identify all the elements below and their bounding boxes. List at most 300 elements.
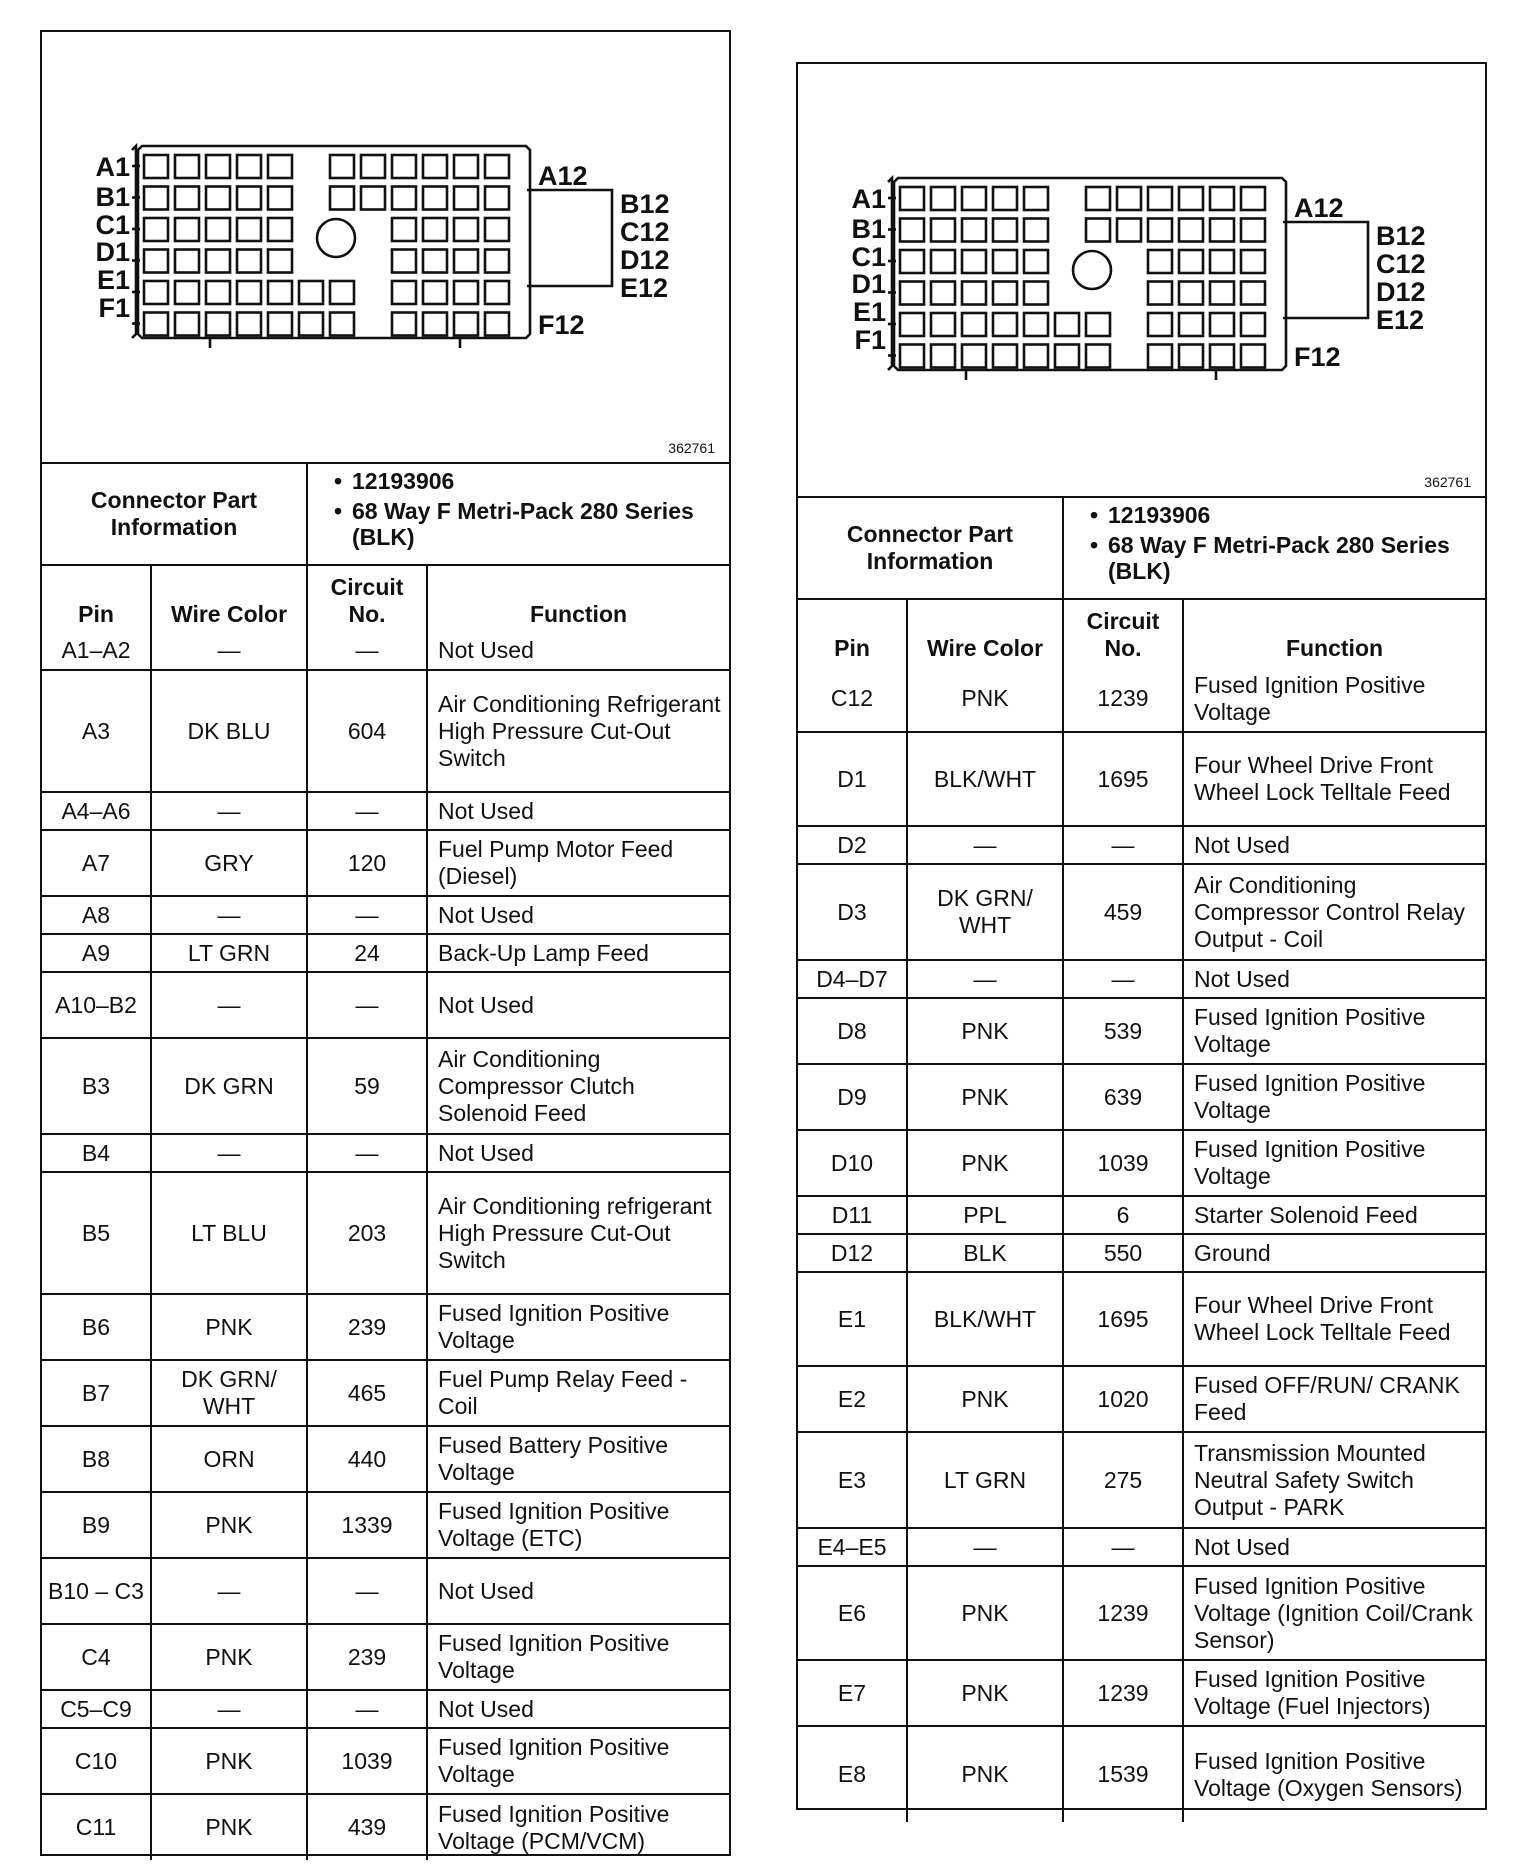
pin-cavity (144, 313, 168, 336)
pin-cavity (144, 187, 168, 210)
pin-cavity (1055, 345, 1079, 368)
pin-cavity (485, 313, 509, 336)
pin-cavity (1241, 219, 1265, 242)
pin-cavity (237, 313, 261, 336)
wire-color-cell: DK GRN (151, 1038, 307, 1134)
table-row (42, 1294, 729, 1360)
pin-cell: E3 (798, 1432, 907, 1528)
circuit-cell: 239 (307, 1624, 427, 1690)
pin-cell: C4 (42, 1624, 151, 1690)
wire-color-cell: LT GRN (907, 1432, 1063, 1528)
circuit-cell: 239 (307, 1294, 427, 1360)
pin-cavity (392, 313, 416, 336)
pin-cavity (144, 155, 168, 178)
table-row (798, 1234, 1485, 1272)
circuit-cell: — (1063, 826, 1183, 864)
function-cell: Fused Ignition Positive Voltage (427, 1294, 729, 1360)
pin-cavity (962, 219, 986, 242)
pin-cell: D4–D7 (798, 960, 907, 998)
pin-cavity (1024, 345, 1048, 368)
pin-cell: C10 (42, 1728, 151, 1794)
wire-color-cell: — (151, 632, 307, 670)
row-label-left: B1 (851, 214, 886, 244)
circuit-cell: 1039 (307, 1728, 427, 1794)
row-label-right: A12 (1294, 193, 1344, 223)
pin-cavity (962, 282, 986, 305)
pin-cavity (900, 313, 924, 336)
circuit-cell: — (1063, 960, 1183, 998)
pin-cavity (1210, 187, 1234, 210)
pin-cavity (1241, 187, 1265, 210)
pin-cell: A9 (42, 934, 151, 972)
pin-cavity (423, 281, 447, 304)
row-label-left: D1 (851, 269, 886, 299)
circuit-cell: 120 (307, 830, 427, 896)
wire-color-cell: — (907, 1528, 1063, 1566)
function-cell: Not Used (427, 632, 729, 670)
info-label: Connector Part Information (42, 464, 308, 564)
pin-cavity (1024, 219, 1048, 242)
circuit-cell: 59 (307, 1038, 427, 1134)
row-label-right: C12 (1376, 249, 1426, 279)
pin-cavity (962, 313, 986, 336)
wire-color-cell: PNK (151, 1624, 307, 1690)
circuit-cell: 1020 (1063, 1366, 1183, 1432)
function-cell: Fused Ignition Positive Voltage (1183, 1130, 1485, 1196)
pin-cavity (1241, 345, 1265, 368)
circuit-cell: 439 (307, 1794, 427, 1860)
table-row (42, 670, 729, 792)
circuit-cell: — (307, 792, 427, 830)
pin-cavity (1210, 250, 1234, 273)
pin-table (42, 566, 729, 1860)
connector-part-info (798, 498, 1485, 600)
pin-cavity (900, 219, 924, 242)
circuit-cell: 6 (1063, 1196, 1183, 1234)
pin-cavity (330, 313, 354, 336)
pin-cavity (206, 313, 230, 336)
circuit-cell: — (1063, 1528, 1183, 1566)
pin-cavity (1179, 345, 1203, 368)
header-wire-color: Wire Color (907, 600, 1063, 666)
pin-cavity (237, 281, 261, 304)
circuit-cell: — (307, 1558, 427, 1624)
wire-color-cell: — (151, 896, 307, 934)
row-label-right: E12 (1376, 305, 1425, 335)
table-row (798, 1566, 1485, 1660)
pin-cavity (900, 187, 924, 210)
pin-cell: A8 (42, 896, 151, 934)
header-circuit-no: Circuit No. (307, 566, 427, 632)
pin-cell: A10–B2 (42, 972, 151, 1038)
pin-cell: B8 (42, 1426, 151, 1492)
info-list (1064, 498, 1485, 598)
connector-part-info (42, 464, 729, 566)
pin-cavity (361, 187, 385, 210)
table-row (42, 1492, 729, 1558)
info-item-connector-type: • 68 Way F Metri-Pack 280 Series (BLK) (1089, 532, 1450, 584)
pin-cavity (900, 345, 924, 368)
circuit-cell: 440 (307, 1426, 427, 1492)
pin-cavity (144, 218, 168, 241)
function-cell: Fused Ignition Positive Voltage (1183, 998, 1485, 1064)
function-cell: Air Conditioning refrigerant High Pressure Cut-Out Switch (427, 1172, 729, 1294)
connector-panel-right (796, 62, 1487, 1810)
pin-table (798, 600, 1485, 1822)
table-row (42, 1558, 729, 1624)
function-cell: Not Used (427, 1134, 729, 1172)
pin-cavity (299, 313, 323, 336)
pin-cavity (1210, 282, 1234, 305)
pin-cavity (423, 187, 447, 210)
table-row (42, 1172, 729, 1294)
wire-color-cell: PNK (907, 998, 1063, 1064)
pin-cavity (1024, 282, 1048, 305)
pin-cavity (299, 281, 323, 304)
circuit-cell: 275 (1063, 1432, 1183, 1528)
table-row (42, 1426, 729, 1492)
function-cell: Not Used (1183, 1528, 1485, 1566)
row-label-left: C1 (95, 210, 130, 240)
table-row (798, 1196, 1485, 1234)
row-label-left: D1 (95, 237, 130, 267)
connector-left-edge (132, 146, 136, 338)
pin-cavity (1210, 219, 1234, 242)
pin-cavity (361, 155, 385, 178)
table-row (42, 1360, 729, 1426)
function-cell: Fused Ignition Positive Voltage (427, 1728, 729, 1794)
info-label: Connector Part Information (798, 498, 1064, 598)
pin-cavity (175, 155, 199, 178)
circuit-cell: 539 (1063, 998, 1183, 1064)
pin-cavity (931, 345, 955, 368)
pin-cavity (1117, 219, 1141, 242)
circuit-cell: 24 (307, 934, 427, 972)
pin-cavity (144, 250, 168, 273)
pin-cavity (330, 155, 354, 178)
function-cell: Fused Ignition Positive Voltage (Ignition Coil/Crank Sensor) (1183, 1566, 1485, 1660)
row-bracket (527, 190, 612, 286)
pin-cell: D10 (798, 1130, 907, 1196)
function-cell: Not Used (427, 792, 729, 830)
info-item-connector-type: • 68 Way F Metri-Pack 280 Series (BLK) (333, 498, 694, 550)
function-cell: Air Conditioning Compressor Control Relay Output - Coil (1183, 864, 1485, 960)
table-row (42, 896, 729, 934)
pin-cell: E4–E5 (798, 1528, 907, 1566)
function-cell: Fused Ignition Positive Voltage (1183, 666, 1485, 732)
circuit-cell: 1695 (1063, 1272, 1183, 1366)
pin-cavity (1148, 313, 1172, 336)
pin-cell: D2 (798, 826, 907, 864)
wire-color-cell: PNK (907, 666, 1063, 732)
pin-cavity (454, 250, 478, 273)
pin-cell: A7 (42, 830, 151, 896)
pin-cavity (931, 313, 955, 336)
connector-face-drawing (42, 32, 729, 462)
row-label-left: E1 (852, 297, 886, 327)
pin-cavity (330, 187, 354, 210)
function-cell: Fused OFF/RUN/ CRANK Feed (1183, 1366, 1485, 1432)
pin-cavity (1148, 282, 1172, 305)
pin-cavity (206, 250, 230, 273)
pin-cavity (1179, 250, 1203, 273)
wire-color-cell: PNK (151, 1794, 307, 1860)
pin-cavity (268, 187, 292, 210)
header-wire-color: Wire Color (151, 566, 307, 632)
polarization-key (317, 219, 355, 257)
pin-cavity (206, 218, 230, 241)
row-label-left: F1 (98, 293, 130, 323)
wire-color-cell: BLK/WHT (907, 732, 1063, 826)
row-label-right: D12 (1376, 277, 1426, 307)
header-function: Function (1183, 600, 1485, 666)
table-row (798, 1726, 1485, 1822)
pin-cavity (1024, 250, 1048, 273)
pin-cell: E2 (798, 1366, 907, 1432)
wire-color-cell: DK GRN/ WHT (151, 1360, 307, 1426)
function-cell: Not Used (427, 1558, 729, 1624)
function-cell: Starter Solenoid Feed (1183, 1196, 1485, 1234)
circuit-cell: 465 (307, 1360, 427, 1426)
pin-cell: E7 (798, 1660, 907, 1726)
row-label-left: B1 (95, 182, 130, 212)
pin-cavity (993, 313, 1017, 336)
pin-cavity (1241, 313, 1265, 336)
pin-cavity (237, 250, 261, 273)
pin-cavity (993, 282, 1017, 305)
pin-cell: D9 (798, 1064, 907, 1130)
pin-cavity (1210, 313, 1234, 336)
function-cell: Transmission Mounted Neutral Safety Switch Output - PARK (1183, 1432, 1485, 1528)
wire-color-cell: — (151, 972, 307, 1038)
pin-cavity (268, 250, 292, 273)
pin-cell: A1–A2 (42, 632, 151, 670)
row-label-right: A12 (538, 161, 588, 191)
pin-cavity (454, 187, 478, 210)
row-bracket (1283, 222, 1368, 318)
connector-face-drawing (798, 64, 1485, 496)
table-row (798, 1528, 1485, 1566)
pin-cavity (268, 313, 292, 336)
function-cell: Not Used (427, 1690, 729, 1728)
table-row (798, 864, 1485, 960)
wire-color-cell: PNK (907, 1660, 1063, 1726)
pin-cavity (900, 250, 924, 273)
wire-color-cell: — (907, 960, 1063, 998)
table-row (798, 998, 1485, 1064)
row-label-left: E1 (96, 265, 130, 295)
connector-left-edge (888, 178, 892, 370)
pin-cavity (962, 187, 986, 210)
wire-color-cell: BLK/WHT (907, 1272, 1063, 1366)
table-row (798, 826, 1485, 864)
pin-cavity (1179, 282, 1203, 305)
info-list (308, 464, 729, 564)
circuit-cell: 1539 (1063, 1726, 1183, 1822)
pin-cavity (423, 313, 447, 336)
pin-cavity (485, 155, 509, 178)
pin-cell: A3 (42, 670, 151, 792)
pin-cavity (454, 155, 478, 178)
wire-color-cell: — (907, 826, 1063, 864)
pin-cell: B10 – C3 (42, 1558, 151, 1624)
pin-cavity (962, 345, 986, 368)
function-cell: Not Used (1183, 960, 1485, 998)
wire-color-cell: — (151, 792, 307, 830)
pin-cell: C11 (42, 1794, 151, 1860)
wire-color-cell: PNK (907, 1566, 1063, 1660)
circuit-cell: 1239 (1063, 666, 1183, 732)
pin-cell: B5 (42, 1172, 151, 1294)
pin-cell: D8 (798, 998, 907, 1064)
table-row (42, 1690, 729, 1728)
pin-cavity (454, 218, 478, 241)
header-circuit-no: Circuit No. (1063, 600, 1183, 666)
pin-cell: D1 (798, 732, 907, 826)
function-cell: Fused Ignition Positive Voltage (Oxygen Sensors) (1183, 1726, 1485, 1822)
function-cell: Not Used (427, 972, 729, 1038)
wire-color-cell: GRY (151, 830, 307, 896)
pin-cavity (1086, 219, 1110, 242)
pin-cavity (144, 281, 168, 304)
wire-color-cell: PNK (907, 1366, 1063, 1432)
wire-color-cell: PPL (907, 1196, 1063, 1234)
pin-cavity (931, 282, 955, 305)
pin-cavity (1179, 219, 1203, 242)
pin-cavity (1117, 187, 1141, 210)
connector-diagram (42, 32, 729, 464)
pin-cavity (1148, 250, 1172, 273)
circuit-cell: 1339 (307, 1492, 427, 1558)
table-row (798, 1272, 1485, 1366)
pin-cavity (900, 282, 924, 305)
pin-cavity (1179, 313, 1203, 336)
header-pin: Pin (798, 600, 907, 666)
table-row (798, 1660, 1485, 1726)
function-cell: Back-Up Lamp Feed (427, 934, 729, 972)
circuit-cell: — (307, 1134, 427, 1172)
circuit-cell: 1039 (1063, 1130, 1183, 1196)
pin-cavity (206, 281, 230, 304)
function-cell: Fused Ignition Positive Voltage (Fuel Injectors) (1183, 1660, 1485, 1726)
pin-cavity (993, 250, 1017, 273)
table-row (42, 632, 729, 670)
pin-cell: E1 (798, 1272, 907, 1366)
pin-cavity (1241, 282, 1265, 305)
pin-cavity (237, 218, 261, 241)
wire-color-cell: — (151, 1690, 307, 1728)
wire-color-cell: DK BLU (151, 670, 307, 792)
pin-cavity (237, 155, 261, 178)
function-cell: Air Conditioning Compressor Clutch Solenoid Feed (427, 1038, 729, 1134)
pin-cavity (931, 219, 955, 242)
pin-cavity (1086, 345, 1110, 368)
pin-cell: B9 (42, 1492, 151, 1558)
pin-cavity (1148, 187, 1172, 210)
circuit-cell: 459 (1063, 864, 1183, 960)
pin-cavity (993, 219, 1017, 242)
pin-cavity (1148, 345, 1172, 368)
table-row (798, 1130, 1485, 1196)
function-cell: Fuel Pump Relay Feed - Coil (427, 1360, 729, 1426)
wire-color-cell: LT BLU (151, 1172, 307, 1294)
row-label-right: F12 (538, 310, 585, 340)
circuit-cell: 203 (307, 1172, 427, 1294)
wire-color-cell: PNK (907, 1064, 1063, 1130)
connector-diagram (798, 64, 1485, 498)
function-cell: Ground (1183, 1234, 1485, 1272)
function-cell: Fused Ignition Positive Voltage (PCM/VCM) (427, 1794, 729, 1860)
pin-cavity (993, 187, 1017, 210)
pin-cavity (237, 187, 261, 210)
pin-cell: D11 (798, 1196, 907, 1234)
pin-cavity (392, 218, 416, 241)
circuit-cell: — (307, 1690, 427, 1728)
table-row (798, 960, 1485, 998)
table-row (798, 666, 1485, 732)
pin-cavity (454, 281, 478, 304)
circuit-cell: 1239 (1063, 1566, 1183, 1660)
pin-cavity (268, 155, 292, 178)
table-row (798, 1064, 1485, 1130)
function-cell: Fused Ignition Positive Voltage (ETC) (427, 1492, 729, 1558)
function-cell: Fuel Pump Motor Feed (Diesel) (427, 830, 729, 896)
header-function: Function (427, 566, 729, 632)
table-row (42, 1624, 729, 1690)
pin-cavity (392, 250, 416, 273)
row-label-left: C1 (851, 242, 886, 272)
pin-cell: B4 (42, 1134, 151, 1172)
table-row (42, 792, 729, 830)
wire-color-cell: PNK (151, 1728, 307, 1794)
pin-cavity (931, 187, 955, 210)
pin-cavity (931, 250, 955, 273)
pin-cell: B6 (42, 1294, 151, 1360)
info-item-part-number: • 12193906 (1089, 502, 1211, 528)
figure-number: 362761 (668, 440, 715, 456)
pin-cell: B3 (42, 1038, 151, 1134)
pin-cavity (206, 155, 230, 178)
wire-color-cell: PNK (151, 1294, 307, 1360)
wire-color-cell: PNK (151, 1492, 307, 1558)
row-label-left: A1 (851, 184, 886, 214)
circuit-cell: 1695 (1063, 732, 1183, 826)
pin-cell: E8 (798, 1726, 907, 1822)
pin-cavity (1086, 313, 1110, 336)
row-label-right: C12 (620, 217, 670, 247)
pin-cavity (1024, 187, 1048, 210)
function-cell: Four Wheel Drive Front Wheel Lock Telltale Feed (1183, 1272, 1485, 1366)
function-cell: Fused Ignition Positive Voltage (1183, 1064, 1485, 1130)
circuit-cell: 1239 (1063, 1660, 1183, 1726)
pin-cavity (175, 313, 199, 336)
pin-cell: A4–A6 (42, 792, 151, 830)
pin-cell: D3 (798, 864, 907, 960)
table-row (42, 972, 729, 1038)
wire-color-cell: — (151, 1134, 307, 1172)
pin-cell: E6 (798, 1566, 907, 1660)
circuit-cell: — (307, 632, 427, 670)
row-label-right: B12 (1376, 221, 1426, 251)
pin-cavity (423, 155, 447, 178)
pin-cell: C5–C9 (42, 1690, 151, 1728)
pin-cavity (392, 281, 416, 304)
pin-cavity (485, 218, 509, 241)
pin-cavity (485, 187, 509, 210)
wire-color-cell: BLK (907, 1234, 1063, 1272)
function-cell: Fused Ignition Positive Voltage (427, 1624, 729, 1690)
pin-cavity (175, 250, 199, 273)
